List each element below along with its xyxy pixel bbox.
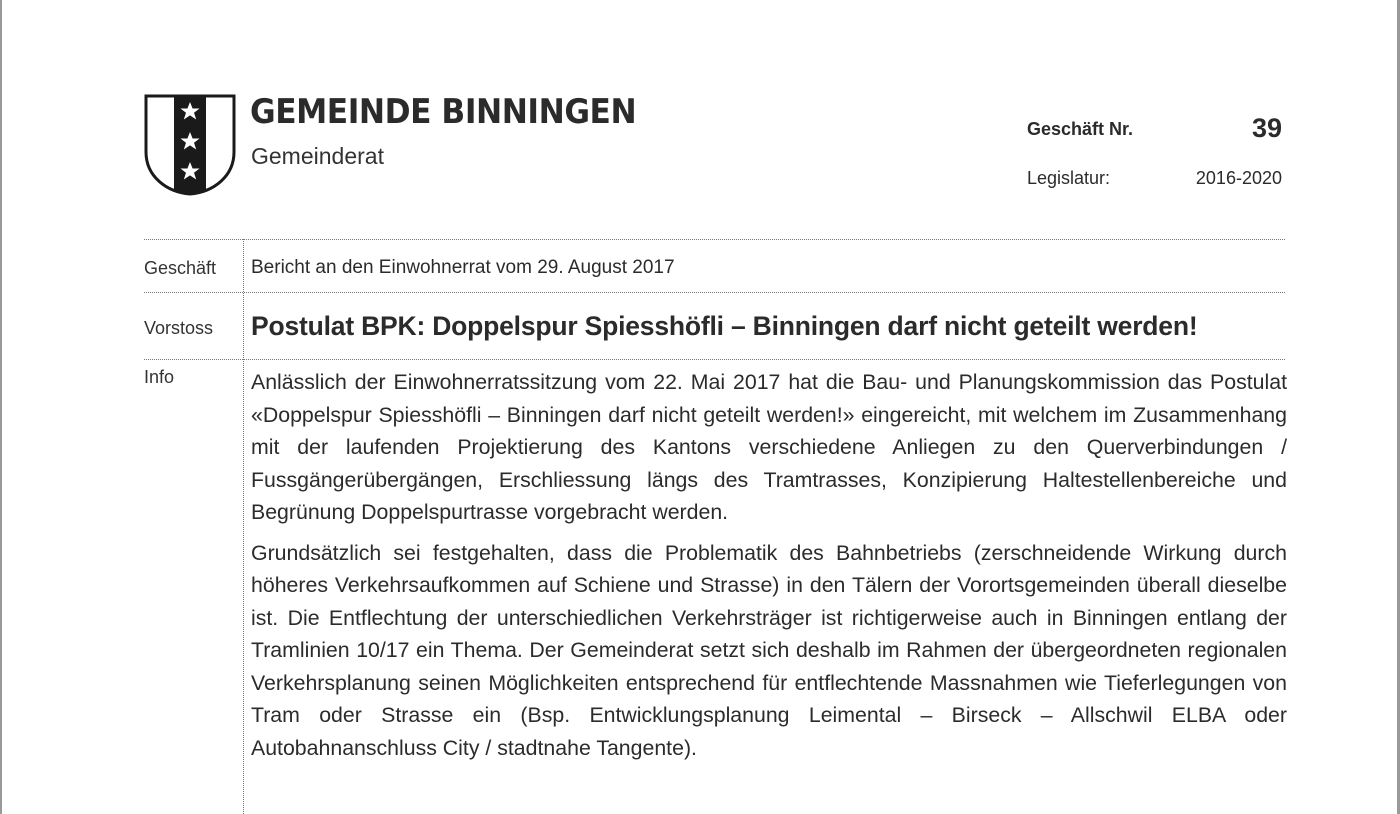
legislature-value: 2016-2020 bbox=[1195, 168, 1282, 188]
info-body bbox=[251, 366, 1287, 772]
table-column-divider bbox=[243, 239, 244, 814]
legislature-label: Legislatur: bbox=[1027, 168, 1111, 188]
organization-subtitle: Gemeinderat bbox=[251, 143, 384, 169]
business-number-value: 39 bbox=[1251, 113, 1282, 143]
geschaeft-text: Bericht an den Einwohnerrat vom 29. August 2017 bbox=[251, 257, 675, 278]
table-divider bbox=[144, 359, 1285, 360]
postulate-title: Postulat BPK: Doppelspur Spiesshöfli – Binningen darf nicht geteilt werden! bbox=[251, 311, 1198, 341]
organization-name: GEMEINDE BINNINGEN bbox=[250, 92, 637, 132]
binningen-coat-of-arms-icon bbox=[144, 94, 236, 196]
info-paragraph: Grundsätzlich sei festgehalten, dass die Problematik des Bahnbetriebs (zerschneidende Wirkung durch höheres Verkehrsaufkommen auf Schiene und Strasse) in den Tälern der Vorortsgemeinden überall dieselbe ist. Die Entflechtung der unterschiedlichen Verkehrsträger ist richtigerweise auch in Binningen entlang der Tramlinien 10/17 ein Thema. Der Gemeinderat setzt sich deshalb im Rahmen der übergeordneten regionalen Verkehrsplanung seinen Möglichkeiten entsprechend für entflechtende Massnahmen wie Tieferlegungen von Tram oder Strasse ein (Bsp. Entwicklungsplanung Leimental – Birseck – Allschwil ELBA oder Autobahnanschluss City / stadtnahe Tangente). bbox=[251, 540, 1287, 760]
info-paragraph: Anlässlich der Einwohnerratssitzung vom 22. Mai 2017 hat die Bau- und Planungskommission das Postulat «Doppelspur Spiesshöfli – Binningen darf nicht geteilt werden!» eingereicht, mit welchem im Zusammenhang mit der laufenden Projektierung des Kantons verschiedene Anliegen zu den Querverbindungen / Fussgängerübergängen, Erschliessung längs des Tramtrasses, Konzipierung Haltestellenbereiche und Begrünung Doppelspurtrasse vorgebracht werden. bbox=[251, 370, 1287, 524]
table-divider bbox=[144, 239, 1285, 240]
info-label: Info bbox=[144, 367, 175, 387]
business-number-label: Geschäft Nr. bbox=[1027, 119, 1134, 139]
vorstoss-label: Vorstoss bbox=[144, 318, 214, 338]
geschaeft-label: Geschäft bbox=[144, 258, 217, 278]
table-divider bbox=[144, 292, 1285, 293]
